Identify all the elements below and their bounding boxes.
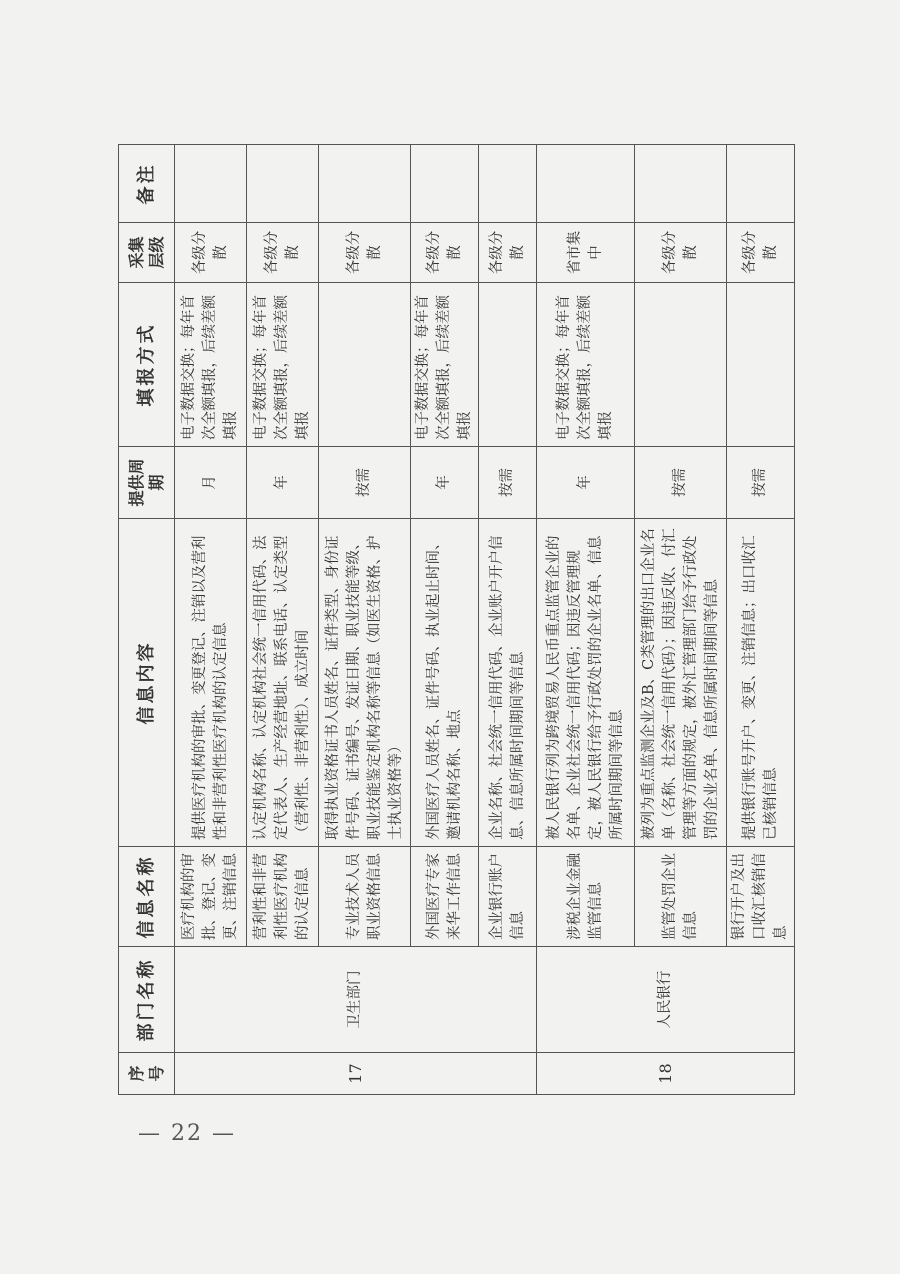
note-cell (479, 145, 537, 223)
note-cell (175, 145, 247, 223)
table-row (537, 145, 635, 1095)
period-cell: 月 (175, 447, 247, 519)
name-cell: 医疗机构的审批、登记、变更、注销信息 (175, 847, 247, 947)
method-cell: 电子数据交换；每年首次全额填报，后续差额填报 (175, 283, 247, 447)
level-cell: 各级分散 (319, 223, 411, 283)
name-cell: 企业银行账户信息 (479, 847, 537, 947)
dept-cell: 人民银行 (537, 947, 795, 1053)
content-cell: 提供医疗机构的审批、变更登记、注销以及营利性和非营利性医疗机构的认定信息 (175, 519, 247, 847)
name-cell: 外国医疗专家来华工作信息 (411, 847, 479, 947)
seq-cell: 18 (537, 1053, 795, 1095)
table-row (175, 145, 247, 1095)
content-cell: 提供银行账号开户、变更、注销信息；出口收汇已核销信息 (727, 519, 795, 847)
period-cell: 年 (411, 447, 479, 519)
method-cell: 电子数据交换；每年首次全额填报，后续差额填报 (247, 283, 319, 447)
method-cell (727, 283, 795, 447)
level-cell: 各级分散 (479, 223, 537, 283)
header-level: 采集层级 (119, 223, 175, 283)
period-cell: 按需 (479, 447, 537, 519)
dept-cell: 卫生部门 (175, 947, 537, 1053)
note-cell (247, 145, 319, 223)
header-period: 提供周期 (119, 447, 175, 519)
method-cell: 电子数据交换；每年首次全额填报，后续差额填报 (537, 283, 635, 447)
info-table (118, 144, 795, 1095)
period-cell: 按需 (319, 447, 411, 519)
header-content: 信息内容 (119, 519, 175, 847)
content-cell: 取得执业资格证书人员姓名、证件类型、身份证件号码、证书编号、发证日期、职业技能等级、职业技能鉴定机构名称等信息（如医生资格、护士执业资格等） (319, 519, 411, 847)
header-note: 备注 (119, 145, 175, 223)
page-number: — 22 — (138, 1121, 236, 1146)
content-cell: 被人民银行列为跨境贸易人民币重点监管企业的名单、企业社会统一信用代码；因违反管理规定，被人民银行给予行政处罚的企业名单、信息所属时间期间等信息 (537, 519, 635, 847)
method-cell (635, 283, 727, 447)
method-cell: 电子数据交换；每年首次全额填报，后续差额填报 (411, 283, 479, 447)
level-cell: 各级分散 (175, 223, 247, 283)
header-dept: 部门名称 (119, 947, 175, 1053)
note-cell (319, 145, 411, 223)
note-cell (727, 145, 795, 223)
name-cell: 专业技术人员职业资格信息 (319, 847, 411, 947)
seq-cell: 17 (175, 1053, 537, 1095)
header-row (119, 145, 175, 1095)
period-cell: 年 (247, 447, 319, 519)
period-cell: 按需 (727, 447, 795, 519)
header-seq: 序号 (119, 1053, 175, 1095)
period-cell: 按需 (635, 447, 727, 519)
level-cell: 各级分散 (247, 223, 319, 283)
header-method: 填报方式 (119, 283, 175, 447)
level-cell: 省市集中 (537, 223, 635, 283)
note-cell (537, 145, 635, 223)
method-cell (319, 283, 411, 447)
level-cell: 各级分散 (411, 223, 479, 283)
note-cell (635, 145, 727, 223)
content-cell: 认定机构名称、认定机构社会统一信用代码、法定代表人、生产经营地址、联系电话、认定类型（营利性、非营利性）、成立时间 (247, 519, 319, 847)
rotated-table-container (118, 145, 789, 1095)
note-cell (411, 145, 479, 223)
name-cell: 营利性和非营利性医疗机构的认定信息 (247, 847, 319, 947)
content-cell: 企业名称、社会统一信用代码、企业账户开户信息、信息所属时间期间等信息 (479, 519, 537, 847)
level-cell: 各级分散 (635, 223, 727, 283)
period-cell: 年 (537, 447, 635, 519)
name-cell: 涉税企业金融监管信息 (537, 847, 635, 947)
content-cell: 外国医疗人员姓名、证件号码、执业起止时间、邀请机构名称、地点 (411, 519, 479, 847)
level-cell: 各级分散 (727, 223, 795, 283)
name-cell: 监管处罚企业信息 (635, 847, 727, 947)
method-cell (479, 283, 537, 447)
content-cell: 被列为重点监测企业及B、C类管理的出口企业名单（名称、社会统一信用代码）；因违反收、付汇管理等方面的规定，被外汇管理部门给予行政处罚的企业名单、信息所属时间期间等信息 (635, 519, 727, 847)
name-cell: 银行开户及出口收汇核销信息 (727, 847, 795, 947)
header-name: 信息名称 (119, 847, 175, 947)
